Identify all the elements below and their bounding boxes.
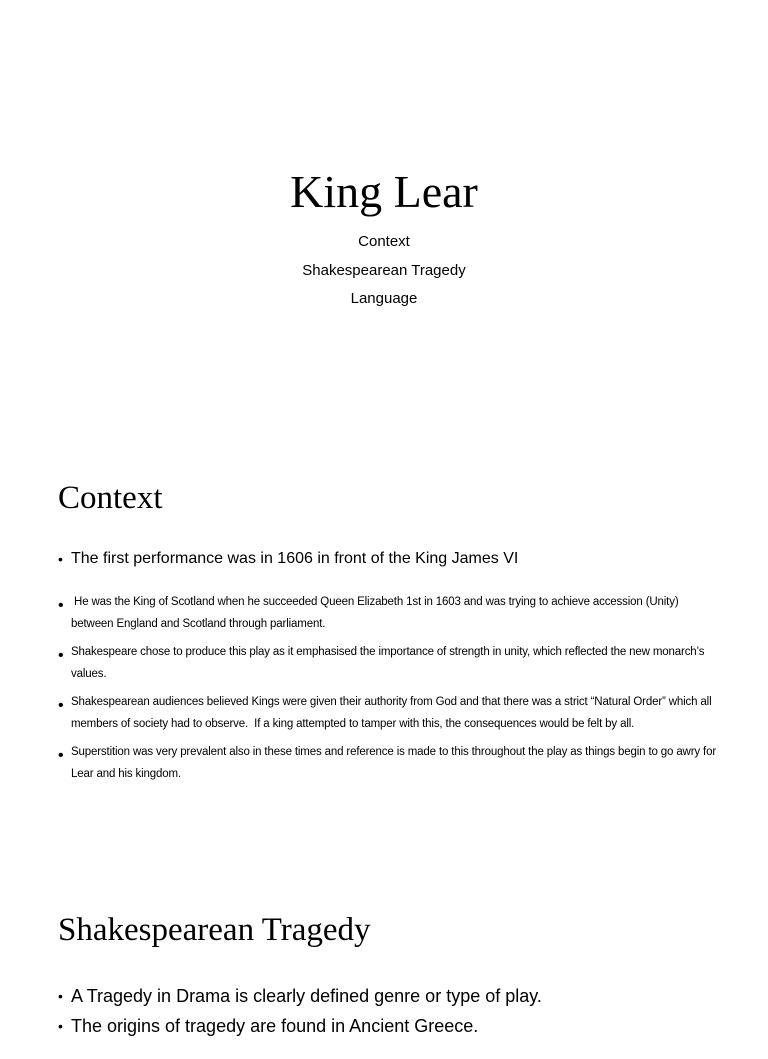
subtitle-item-context: Context xyxy=(358,233,410,250)
tragedy-slide xyxy=(0,900,768,1036)
context-slide xyxy=(0,440,768,900)
bullet-dot-icon: • xyxy=(58,747,64,764)
bullet-dot-icon: • xyxy=(58,551,63,567)
subtitle-item-language: Language xyxy=(350,290,418,307)
bullet-dot-icon: • xyxy=(58,597,64,614)
context-bullet-4-text: Shakespearean audiences believed Kings were given their authority from God and that there was a strict “Natural Order” which all members of society had to observe. If a king attempted to tamper with this, the consequences would be felt by all. xyxy=(71,696,715,730)
tragedy-bullet-1 xyxy=(58,984,718,1008)
subtitle-list xyxy=(0,228,768,314)
context-bullet-4 xyxy=(58,691,718,735)
context-bullet-1 xyxy=(58,548,718,570)
tragedy-bullet-2 xyxy=(58,1014,718,1038)
tragedy-bullet-list xyxy=(58,984,718,1059)
bullet-dot-icon: • xyxy=(58,647,64,664)
tragedy-heading: Shakespearean Tragedy xyxy=(58,912,371,948)
context-bullet-3-text: Shakespeare chose to produce this play as it emphasised the importance of strength in unity, which reflected the new monarch’s values. xyxy=(71,646,705,680)
tragedy-bullet-1-text: A Tragedy in Drama is clearly defined genre or type of play. xyxy=(71,986,542,1006)
title-slide xyxy=(0,0,768,440)
context-bullet-1-text: The first performance was in 1606 in front of the King James VI xyxy=(71,550,519,567)
main-title: King Lear xyxy=(290,166,478,217)
context-bullet-5 xyxy=(58,741,718,785)
bullet-dot-icon: • xyxy=(58,988,63,1004)
context-bullet-5-text: Superstition was very prevalent also in these times and reference is made to this throughout the play as things begin to go awry for Lear and his kingdom. xyxy=(71,746,717,780)
context-bullet-3 xyxy=(58,641,718,685)
subtitle-item-tragedy: Shakespearean Tragedy xyxy=(302,261,466,279)
context-bullet-2 xyxy=(58,591,718,635)
context-heading: Context xyxy=(58,480,163,516)
context-bullet-list xyxy=(58,548,718,791)
bullet-dot-icon: • xyxy=(58,1018,63,1034)
tragedy-bullet-2-text: The origins of tragedy are found in Ancient Greece. xyxy=(71,1016,479,1036)
bullet-dot-icon: • xyxy=(58,697,64,714)
context-bullet-2-text: He was the King of Scotland when he succeeded Queen Elizabeth 1st in 1603 and was trying to achieve accession (Unity) between England and Scotland through parliament. xyxy=(71,596,682,630)
